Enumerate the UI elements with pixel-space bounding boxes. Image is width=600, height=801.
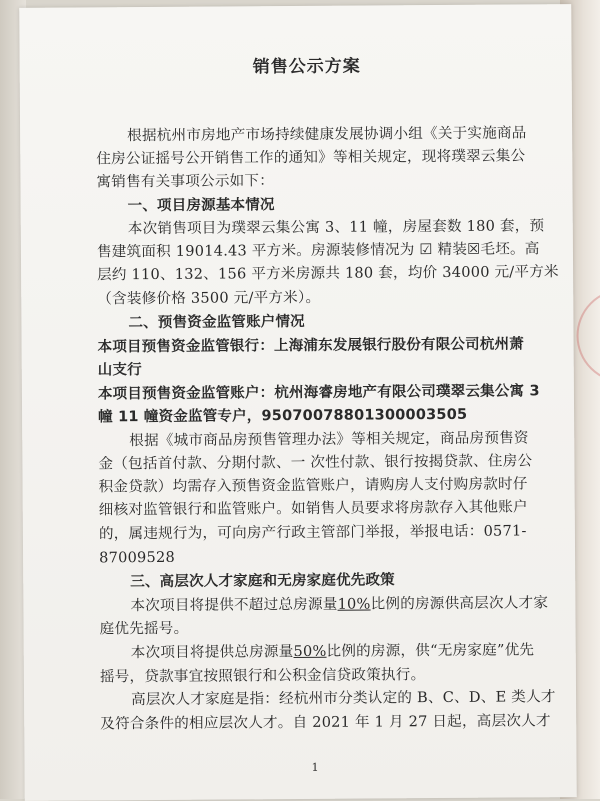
section1-line: 本次销售项目为璞翠云集公寓 3、11 幢，房屋套数 180 套，预 [127,217,545,238]
talent-share-percent: 10% [337,595,371,613]
section2-line: 金（包括首付款、分期付款、一 次性付款、银行按揭贷款、住房公 [98,452,533,473]
page-number: 1 [311,760,319,774]
section2-line: 的，属违规行为，可向房产行政主管部门举报，举报电话：0571- [98,522,527,543]
section2-line: 根据《城市商品房预售管理办法》等相关规定，商品房预售资 [129,429,529,450]
section1-line: 售建筑面积 19014.43 平方米。房源装修情况为 ☑ 精装☒毛坯。高 [96,240,540,261]
supervision-bank-line: 本项目预售资金监管银行：上海浦东发展银行股份有限公司杭州萧 [97,336,524,356]
intro-line: 寓销售有关事项公示如下： [96,172,275,191]
no-house-share-percent: 50% [293,642,327,661]
section1-line: （含装修价格 3500 元/平方米）。 [97,288,321,308]
section2-line: 细核对监管银行和监管账户。如销售人员要求将房款存入其他账户 [98,498,528,519]
section3-heading: 三、高层次人才家庭和无房家庭优先政策 [130,572,395,591]
section3-para2: 本次项目将提供总房源量50%比例的房源，供“无房家庭”优先 [130,641,535,662]
section3-line: 庭优先摇号。 [99,619,189,638]
section2-line: 积金贷款）均需存入预售资金监管账户，请购房人支付购房款时仔 [98,475,528,496]
section3-line: 摇号，贷款事宜按照银行和公积金信贷政策执行。 [99,666,426,686]
section3-line: 及符合条件的相应层次人才。自 2021 年 1 月 27 日起，高层次人才 [100,712,551,733]
intro-line: 住房公证摇号公开销售工作的通知》等相关规定，现将璞翠云集公 [96,147,526,168]
supervision-bank-line: 山支行 [97,362,142,379]
section2-heading: 二、预售资金监管账户情况 [128,313,305,332]
section3-para1: 本次项目将提供不超过总房源量10%比例的房源供高层次人才家 [130,594,549,615]
section3-line: 高层次人才家庭是指：经杭州市分类认定的 B、C、D、E 类人才 [131,688,556,709]
section1-line: 层约 110、132、156 平方米房源共 180 套，均价 34000 元/平方米 [97,263,559,284]
section1-heading: 一、项目房源基本情况 [127,197,275,215]
document-title: 销售公示方案 [252,56,361,78]
phone-number: 87009528 [99,548,176,567]
supervision-account-line: 本项目预售资金监管账户：杭州海睿房地产有限公司璞翠云集公寓 3 [97,383,540,403]
intro-line: 根据杭州市房地产市场持续健康发展协调小组《关于实施商品 [127,124,527,145]
document-page [19,4,577,801]
supervision-account-line: 幢 11 幢资金监管专户，95070078801300003505 [98,406,468,426]
